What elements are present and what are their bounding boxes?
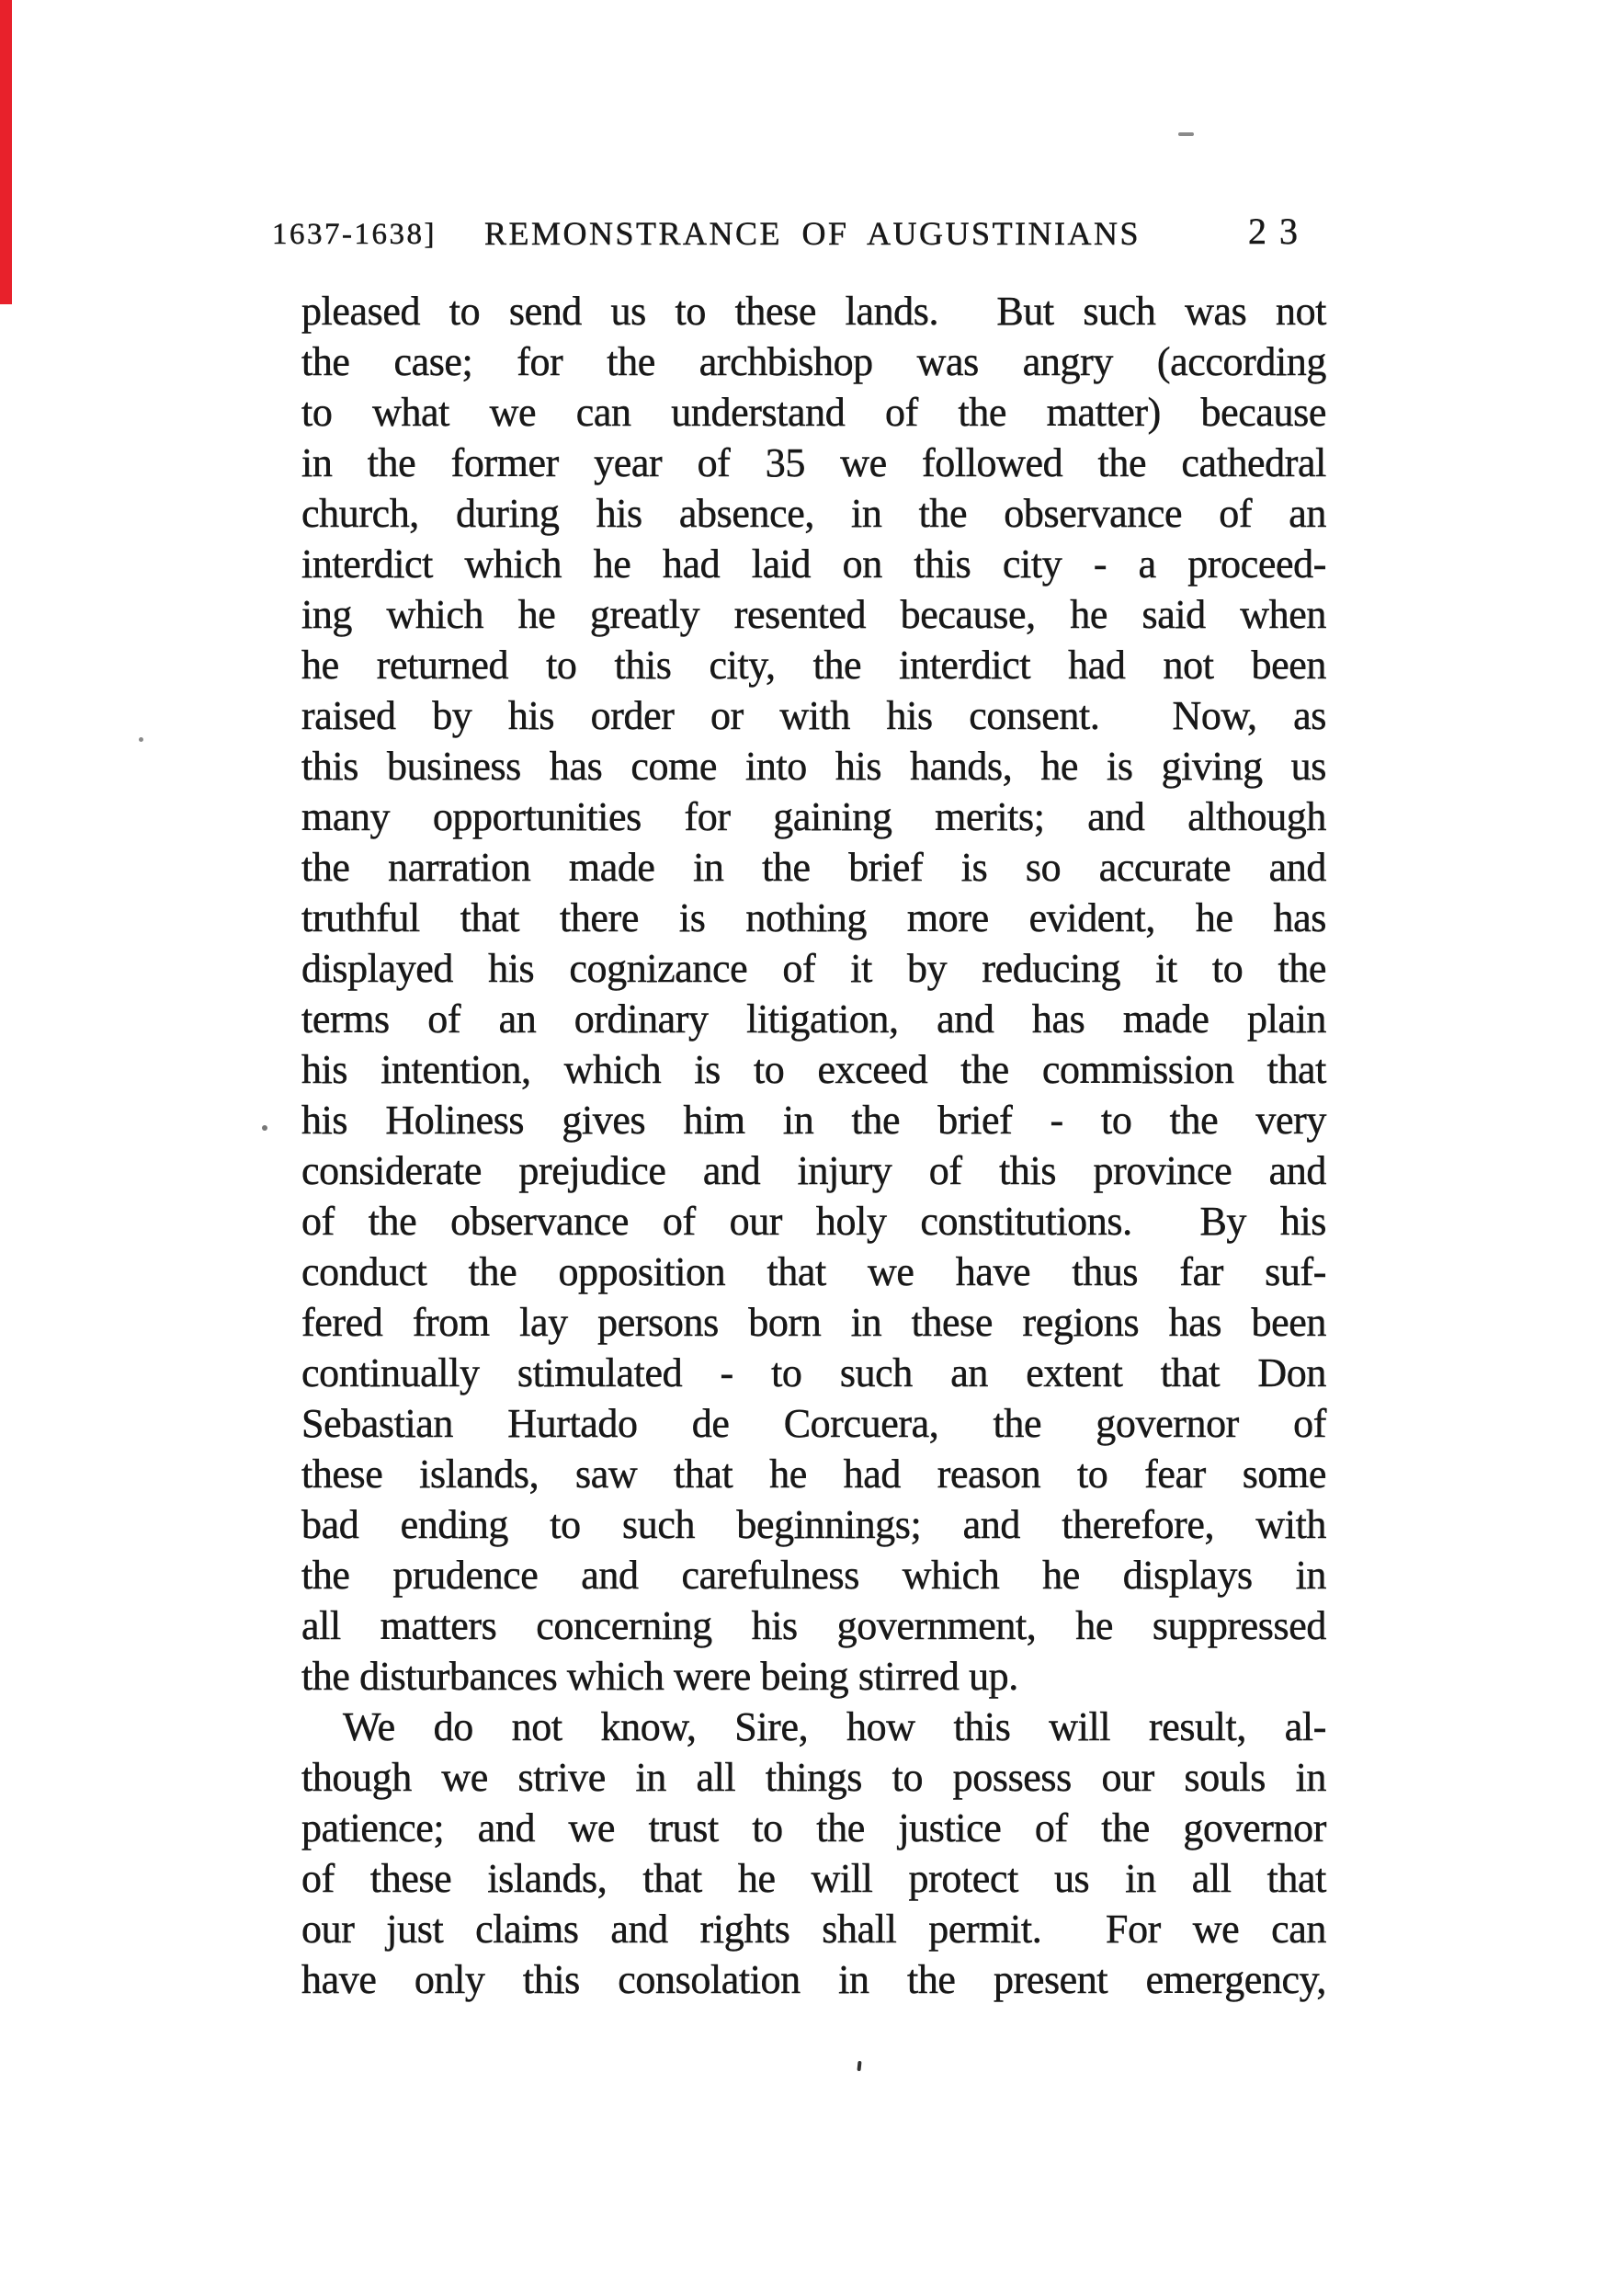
- text-line: the narration made in the brief is so accurate and: [301, 845, 1326, 890]
- text-line: in the former year of 35 we followed the cathedral: [301, 440, 1326, 485]
- text-line: ing which he greatly resented because, he said when: [301, 592, 1326, 637]
- text-line: Sebastian Hurtado de Corcuera, the governor of: [301, 1401, 1326, 1446]
- header-running-title: REMONSTRANCE OF AUGUSTINIANS: [484, 215, 1141, 252]
- text-line: fered from lay persons born in these regions has been: [301, 1300, 1326, 1345]
- text-line: his intention, which is to exceed the commission that: [301, 1047, 1326, 1092]
- header-year-range: 1637-1638]: [272, 218, 437, 251]
- text-line: of the observance of our holy constitutions. By his: [301, 1199, 1326, 1244]
- scan-dash-artifact: [1178, 132, 1194, 136]
- text-line: to what we can understand of the matter) because: [301, 390, 1326, 435]
- text-line: continually stimulated - to such an extent that Don: [301, 1350, 1326, 1395]
- text-line: the disturbances which were being stirred up.: [301, 1654, 1018, 1699]
- text-line: many opportunities for gaining merits; and although: [301, 794, 1326, 839]
- scan-speck-artifact: [262, 1125, 267, 1131]
- text-line: We do not know, Sire, how this will result, al-: [343, 1704, 1326, 1749]
- text-line: have only this consolation in the present emergency,: [301, 1957, 1326, 2002]
- text-line: truthful that there is nothing more evident, he has: [301, 895, 1326, 940]
- text-line: all matters concerning his government, he suppressed: [301, 1603, 1326, 1648]
- text-line: considerate prejudice and injury of this province and: [301, 1148, 1326, 1193]
- scan-speck-artifact: [139, 737, 143, 742]
- text-line: these islands, saw that he had reason to fear some: [301, 1452, 1326, 1497]
- text-line: his Holiness gives him in the brief - to the very: [301, 1098, 1326, 1143]
- scan-tick-artifact: [857, 2061, 861, 2071]
- header-page-number: 23: [1248, 211, 1311, 252]
- text-line: the prudence and carefulness which he displays in: [301, 1553, 1326, 1598]
- text-line: conduct the opposition that we have thus far suf-: [301, 1249, 1326, 1294]
- text-line: he returned to this city, the interdict had not been: [301, 643, 1326, 688]
- text-line: displayed his cognizance of it by reducing it to the: [301, 946, 1326, 991]
- text-line: our just claims and rights shall permit. For we can: [301, 1907, 1326, 1952]
- text-line: terms of an ordinary litigation, and has made plain: [301, 996, 1326, 1042]
- text-line: though we strive in all things to possess our souls in: [301, 1755, 1326, 1800]
- text-line: interdict which he had laid on this city - a proceed-: [301, 541, 1326, 586]
- body-text-block: [301, 286, 1326, 2005]
- text-line: patience; and we trust to the justice of the governor: [301, 1805, 1326, 1850]
- red-scan-edge-stripe: [0, 0, 12, 304]
- text-line: this business has come into his hands, he is giving us: [301, 744, 1326, 789]
- text-line: of these islands, that he will protect us in all that: [301, 1856, 1326, 1901]
- text-line: church, during his absence, in the observance of an: [301, 491, 1326, 536]
- text-line: bad ending to such beginnings; and therefore, with: [301, 1502, 1326, 1547]
- text-line: the case; for the archbishop was angry (according: [301, 339, 1326, 384]
- text-line: pleased to send us to these lands. But such was not: [301, 289, 1326, 334]
- text-line: raised by his order or with his consent. Now, as: [301, 693, 1326, 738]
